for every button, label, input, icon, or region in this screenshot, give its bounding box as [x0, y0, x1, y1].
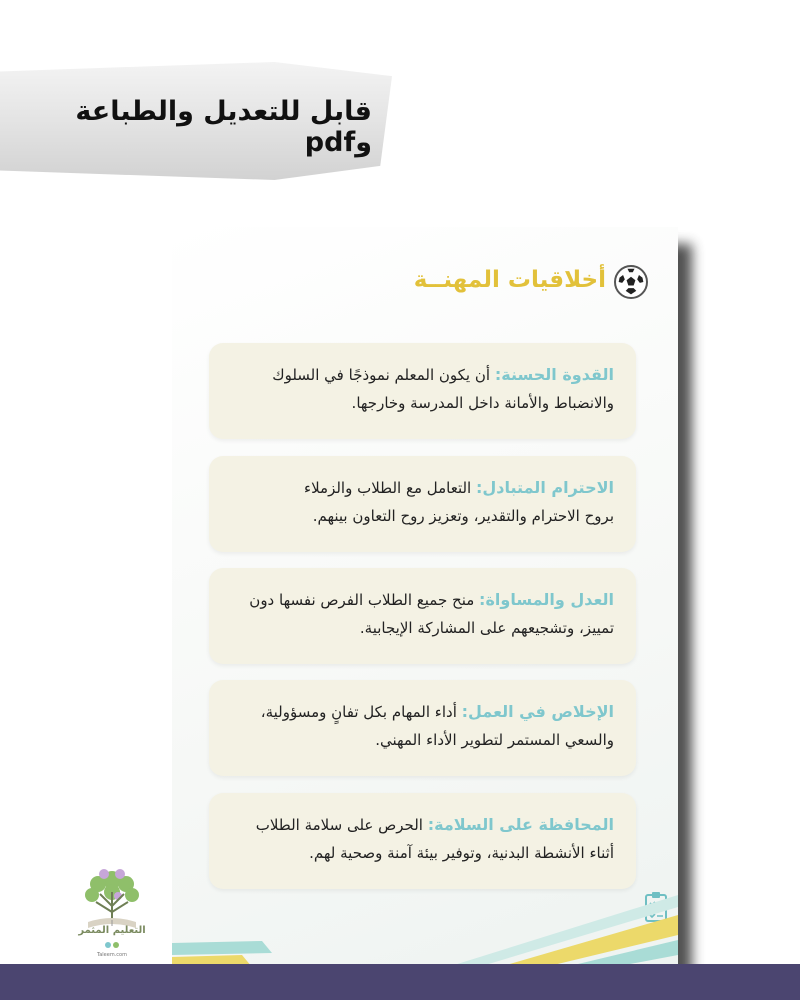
document-page — [172, 227, 678, 975]
card-heading: الاحترام المتبادل: — [476, 478, 614, 497]
card-text-line2: والانضباط والأمانة داخل المدرسة وخارجها. — [351, 394, 614, 412]
ethics-card-fairness — [209, 568, 636, 664]
soccer-ball-icon — [614, 265, 648, 299]
card-text-line2: بروح الاحترام والتقدير، وتعزيز روح التعاون بينهم. — [312, 507, 614, 525]
ethics-card-mutual-respect — [209, 456, 636, 552]
ethics-card-dedication — [209, 680, 636, 776]
card-text-line1: أداء المهام بكل تفانٍ ومسؤولية، — [260, 703, 457, 721]
document-title: أخلاقيات المهنــة — [413, 267, 606, 293]
tree-book-logo — [70, 862, 154, 966]
card-heading: القدوة الحسنة: — [494, 365, 614, 384]
card-text-line2: تمييز، وتشجيعهم على المشاركة الإيجابية. — [359, 619, 614, 637]
logo-site: Taleem.com — [97, 952, 127, 958]
banner-text: قابل للتعديل والطباعة وpdf — [75, 96, 372, 158]
card-text-line1: منح جميع الطلاب الفرص نفسها دون — [249, 591, 475, 609]
card-text-line1: أن يكون المعلم نموذجًا في السلوك — [272, 366, 491, 384]
card-heading: الإخلاص في العمل: — [461, 702, 614, 721]
card-text-line1: التعامل مع الطلاب والزملاء — [304, 479, 472, 497]
card-text-line1: الحرص على سلامة الطلاب — [255, 816, 423, 834]
logo-name: التعليم المثمر — [78, 925, 146, 936]
card-heading: العدل والمساواة: — [479, 590, 614, 609]
card-text-line2: أثناء الأنشطة البدنية، وتوفير بيئة آمنة وصحية لهم. — [309, 844, 614, 862]
card-heading: المحافظة على السلامة: — [427, 815, 614, 834]
card-text-line2: والسعي المستمر لتطوير الأداء المهني. — [375, 731, 614, 749]
footer-bar — [0, 964, 800, 1000]
ethics-card-role-model — [209, 343, 636, 439]
decorative-stripes — [172, 855, 678, 975]
